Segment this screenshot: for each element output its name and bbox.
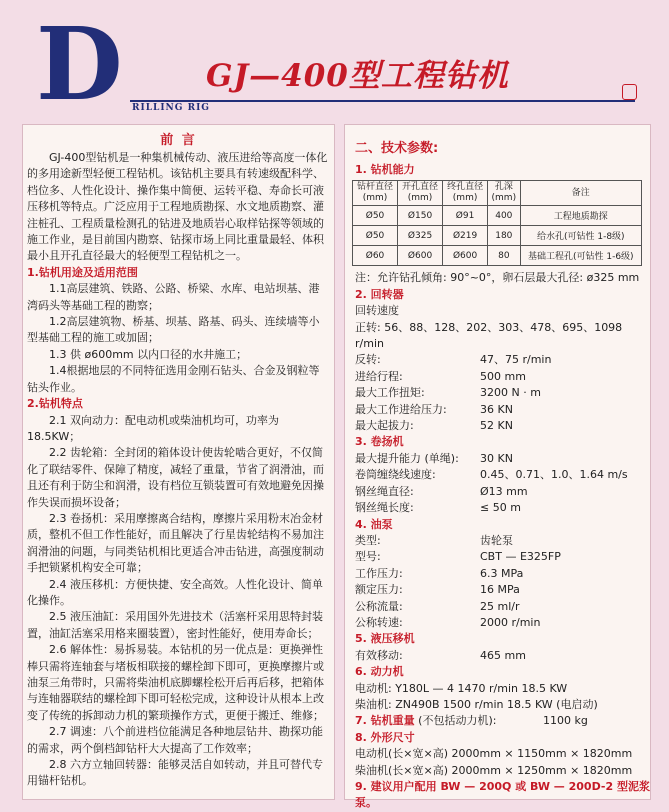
- motor-spec: 电动机: Y180L — 4 1470 r/min 18.5 KW: [355, 681, 568, 695]
- feature-item: 2.8 六方立轴回转器：能够灵活自如转动，并且可替代专用锚杆钻机。: [27, 758, 323, 788]
- spec-label: 公称流量:: [355, 599, 403, 613]
- weight-label-group: [355, 713, 543, 729]
- table-cell: Ø50: [353, 206, 398, 226]
- spec-row: [355, 648, 650, 664]
- spec-label: 工作压力:: [355, 566, 403, 580]
- weight-row: [355, 713, 650, 729]
- feature-item: 2.5 液压油缸：采用国外先进技术（活塞杆采用思特封装置，油缸活塞采用格来圈装置），密封性能好，使用寿命长；: [27, 610, 323, 640]
- page-title: GJ—400型工程钻机: [206, 58, 509, 94]
- spec-row: [355, 566, 650, 582]
- power-heading: 6. 动力机: [355, 665, 404, 679]
- spec-value: 52 KN: [480, 419, 513, 433]
- spec-row: [355, 402, 650, 418]
- spec-label: 公称转速:: [355, 615, 403, 629]
- table-cell: Ø600: [398, 246, 443, 266]
- logo-subtitle: RILLING RIG: [132, 103, 210, 113]
- foreword-heading: 前 言: [160, 133, 197, 148]
- spec-label: 反转:: [355, 353, 381, 367]
- spec-row: [355, 467, 650, 483]
- rotator-heading: 2. 回转器: [355, 287, 404, 301]
- pump-heading: 4. 油泵: [355, 517, 393, 531]
- spec-row: [355, 533, 650, 549]
- weight-value: 1100 kg: [543, 714, 588, 728]
- spec-row: [355, 484, 650, 500]
- table-cell: 80: [488, 246, 520, 266]
- foreword-body: [23, 150, 334, 790]
- table-cell: Ø50: [353, 226, 398, 246]
- diesel-spec: 柴油机: ZN490B 1500 r/min 18.5 KW (电启动): [355, 697, 598, 711]
- spec-row: [355, 352, 650, 368]
- table-cell: Ø325: [398, 226, 443, 246]
- angle-note: 注：允许钻孔倾角: 90°~0°，卵石层最大孔径: ø325 mm: [355, 271, 640, 285]
- table-cell: Ø60: [353, 246, 398, 266]
- spec-value: 500 mm: [480, 369, 526, 383]
- spec-value: ≤ 50 m: [480, 501, 521, 515]
- specs-body: [345, 162, 650, 178]
- feature-item: 2.3 卷扬机：采用摩擦离合结构，摩擦片采用粉末冶金材质，整机不但工作性能好，而且解决了行星齿轮结构不易加注润滑油的问题，与同类钻机相比更适合冲击钻进，高强度制动手把锁紧机构安全可靠；: [27, 511, 324, 575]
- speed-label: 回转速度: [355, 304, 399, 318]
- spec-label: 进给行程:: [355, 369, 403, 383]
- capacity-heading: 1. 钻机能力: [355, 163, 415, 176]
- col-header: 钻杆直径 (mm): [353, 181, 398, 206]
- pump-recommendation: 9. 建议用户配用 BW — 200Q 或 BW — 200D-2 型泥浆泵。: [355, 780, 650, 810]
- spec-label: 卷筒缠绕线速度:: [355, 468, 436, 482]
- fwd-label: 正转:: [355, 320, 381, 334]
- table-cell: Ø91: [443, 206, 488, 226]
- table-row: [353, 246, 642, 266]
- table-row: [353, 206, 642, 226]
- feature-item: 2.2 齿轮箱：全封闭的箱体设计使齿轮啮合更好，不仅简化了联结零件、保障了精度，减轻了重量，节省了润滑油，而且还有利于防尘和润滑，设有档位互锁装置可有效地避免因操作失误而损坏设备；: [27, 446, 324, 509]
- use-item: 1.4根据地层的不同特征选用金刚石钻头、合金及钢粒等钻头作业。: [27, 364, 320, 394]
- weight-heading: 7. 钻机重量: [355, 714, 415, 728]
- col-header: 备注: [520, 181, 641, 206]
- dimensions-heading: 8. 外形尺寸: [355, 730, 415, 744]
- spec-value: 47、75 r/min: [480, 353, 552, 367]
- table-cell: Ø600: [443, 246, 488, 266]
- spec-label: 最大工作扭矩:: [355, 386, 425, 400]
- header: [0, 0, 669, 123]
- spec-value: 465 mm: [480, 648, 526, 662]
- specs-list: [345, 270, 650, 811]
- spec-label: 钢丝绳长度:: [355, 501, 414, 515]
- spec-label: 类型:: [355, 533, 381, 547]
- spec-value: CBT — E325FP: [480, 550, 561, 564]
- spec-row: [355, 451, 650, 467]
- section-features-heading: 2.钻机特点: [27, 397, 83, 411]
- spec-value: 30 KN: [480, 451, 513, 465]
- logo-letter: D: [36, 5, 119, 123]
- spec-value: 0.45、0.71、1.0、1.64 m/s: [480, 468, 628, 482]
- forward-speed: [355, 320, 650, 353]
- table-cell: 给水孔(可钻性 1-8级): [520, 226, 641, 246]
- table-cell: 180: [488, 226, 520, 246]
- col-header: 终孔直径 (mm): [443, 181, 488, 206]
- specs-heading: 二、技术参数:: [355, 141, 439, 156]
- spec-row: [355, 582, 650, 598]
- dimension-item: 电动机(长×宽×高) 2000mm × 1150mm × 1820mm: [355, 747, 633, 761]
- use-item: 1.1高层建筑、铁路、公路、桥梁、水库、电站坝基、港湾码头等基础工程的勘察；: [27, 282, 320, 312]
- hydraulic-move-heading: 5. 液压移机: [355, 632, 415, 646]
- spec-value: Ø13 mm: [480, 484, 528, 498]
- spec-label: 最大工作进给压力:: [355, 402, 447, 416]
- spec-row: [355, 418, 650, 434]
- spec-value: 6.3 MPa: [480, 566, 524, 580]
- spec-row: [355, 500, 650, 516]
- winch-heading: 3. 卷扬机: [355, 435, 404, 449]
- intro-paragraph: GJ-400型钻机是一种集机械传动、液压进给等高度一体化的多用途新型轻便工程钻机。该钻机主要具有转速级配科学、档位多、人性化设计、操作集中简便、运转平稳、寿命长可液压移机等特点。广泛应用于工程地质勘探、水文地质勘察、灌注桩孔、工程质量检测孔的钻进及地质岩心取样钻探等领域的施工作业，是目前国内勘察、钻探市场上同比重量最轻、体积最小且开孔直径最大的轻便型工程钻机之一。: [27, 151, 328, 263]
- use-item: 1.3 供 ø600mm 以内口径的水井施工；: [49, 347, 248, 361]
- table-cell: 工程地质勘探: [520, 206, 641, 226]
- capacity-table: [352, 180, 642, 266]
- spec-label: 钢丝绳直径:: [355, 484, 414, 498]
- col-header: 开孔直径 (mm): [398, 181, 443, 206]
- weight-note: (不包括动力机):: [418, 714, 497, 728]
- spec-row: [355, 369, 650, 385]
- table-header-row: [353, 181, 642, 206]
- spec-value: 36 KN: [480, 402, 513, 416]
- spec-label: 型号:: [355, 550, 381, 564]
- spec-row: [355, 385, 650, 401]
- header-rule: [130, 100, 635, 102]
- table-cell: Ø219: [443, 226, 488, 246]
- feature-item: 2.7 调速：八个前进档位能满足各种地层钻井、勘探功能的需求，两个倒档卸钻杆大大提高了工作效率；: [27, 725, 323, 755]
- spec-label: 额定压力:: [355, 583, 403, 597]
- use-item: 1.2高层建筑物、桥基、坝基、路基、码头、连续墙等小型基础工程的施工或加固；: [27, 315, 320, 345]
- spec-value: 25 ml/r: [480, 599, 520, 613]
- spec-label: 最大起拔力:: [355, 419, 414, 433]
- spec-value: 2000 r/min: [480, 615, 541, 629]
- spec-label: 最大提升能力 (单绳):: [355, 451, 459, 465]
- col-header: 孔深 (mm): [488, 181, 520, 206]
- spec-value: 16 MPa: [480, 583, 520, 597]
- section-uses-heading: 1.钻机用途及适用范围: [27, 265, 138, 279]
- feature-item: 2.4 液压移机：方便快捷、安全高效。人性化设计、简单化操作。: [27, 577, 323, 607]
- corner-mark-icon: [622, 84, 637, 100]
- dimension-item: 柴油机(长×宽×高) 2000mm × 1250mm × 1820mm: [355, 763, 633, 777]
- specs-panel: [344, 124, 651, 810]
- feature-item: 2.1 双向动力：配电动机或柴油机均可，功率为18.5KW；: [27, 413, 279, 443]
- spec-value: 3200 N · m: [480, 386, 541, 400]
- foreword-panel: [22, 124, 335, 800]
- table-cell: 400: [488, 206, 520, 226]
- table-cell: Ø150: [398, 206, 443, 226]
- table-cell: 基础工程孔(可钻性 1-6级): [520, 246, 641, 266]
- fwd-value: 56、88、128、202、303、478、695、1098 r/min: [355, 320, 623, 351]
- spec-label: 有效移动:: [355, 648, 403, 662]
- table-row: [353, 226, 642, 246]
- spec-value: 齿轮泵: [480, 533, 513, 547]
- spec-row: [355, 549, 650, 565]
- spec-row: [355, 599, 650, 615]
- feature-item: 2.6 解体性：易拆易装。本钻机的另一优点是：更换弹性棒只需将连轴套与堵板相联接的螺栓卸下即可，更换摩擦片或油泵三角带时，只需将柴油机底脚螺栓松开后再后移，把箱体与连轴器联结的螺栓卸下即可轻松完成，这种设计从根本上改变了传统的拆卸动力机的繁琐操作方式，更便于搬迁、维修；: [27, 643, 324, 722]
- spec-row: [355, 615, 650, 631]
